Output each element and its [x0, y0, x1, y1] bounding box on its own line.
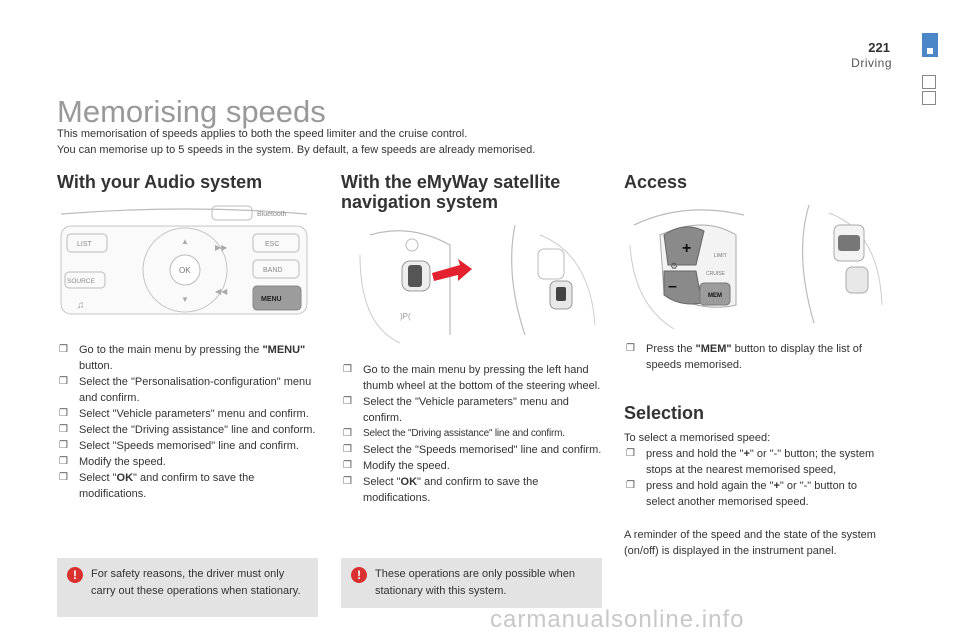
page-title: Memorising speeds [57, 94, 326, 129]
audio-panel-illustration [57, 200, 311, 318]
square-bullet-icon: ❒ [626, 480, 635, 491]
svg-text:LIMIT: LIMIT [714, 253, 727, 259]
pointer-arrow-icon [432, 259, 472, 281]
watermark: carmanualsonline.info [490, 606, 745, 633]
list-item: ❒ Go to the main menu by pressing the "MENU" button. [59, 344, 306, 372]
square-bullet-icon: ❒ [343, 396, 352, 407]
square-bullet-icon: ❒ [59, 424, 68, 435]
square-bullet-icon: ❒ [59, 376, 68, 387]
square-bullet-icon: ❒ [59, 472, 68, 483]
square-bullet-icon: ❒ [626, 343, 635, 354]
square-bullet-icon: ❒ [626, 448, 635, 459]
svg-text:MEM: MEM [708, 293, 722, 299]
svg-text:LIST: LIST [77, 241, 92, 248]
cruise-control-buttons-illustration [624, 195, 886, 335]
svg-text:⚙: ⚙ [670, 261, 679, 271]
list-item: ❒ Select the "Personalisation-configuration" menu and confirm. [59, 376, 312, 404]
square-bullet-icon: ❒ [59, 440, 68, 451]
list-item: ❒ Select "Vehicle parameters" menu and confirm. [59, 408, 309, 420]
chapter-tab [922, 75, 936, 89]
svg-text:▲: ▲ [181, 237, 189, 246]
list-item: ❒ Select the "Driving assistance" line and confirm. [341, 426, 603, 442]
list-item: ❒ press and hold again the "+" or "-" button to select another memorised speed. [626, 480, 858, 508]
square-bullet-icon: ❒ [59, 344, 68, 355]
intro-text: This memorisation of speeds applies to both the speed limiter and the cruise control. You can memorise up to 5 speeds in the system. By default, a few speeds are already memorised. [57, 128, 536, 156]
access-heading: Access [624, 172, 688, 192]
list-item: ❒ Modify the speed. [59, 456, 166, 468]
steering-wheel-thumbwheel-illustration [340, 215, 602, 345]
list-item: ❒ Modify the speed. [343, 460, 450, 472]
emyway-heading: With the eMyWay satellite navigation system [341, 172, 561, 212]
list-item: ❒ press and hold the "+" or "-" button; the system stops at the nearest memorised speed, [626, 448, 875, 476]
square-bullet-icon: ❒ [59, 408, 68, 419]
selection-heading: Selection [624, 403, 705, 423]
page-number: 221 [868, 40, 890, 55]
selection-footer: A reminder of the speed and the state of the system (on/off) is displayed in the instrument panel. [624, 529, 876, 557]
svg-text:◀◀: ◀◀ [215, 287, 228, 296]
svg-text:MENU: MENU [261, 296, 282, 303]
square-bullet-icon: ❒ [343, 444, 352, 455]
square-bullet-icon: ❒ [343, 428, 352, 439]
emyway-warning-box: ! These operations are only possible when stationary with this system. [341, 558, 602, 608]
list-item: ❒ Select "OK" and confirm to save the modifications. [343, 476, 539, 504]
section-name: Driving [851, 56, 892, 70]
square-bullet-icon: ❒ [343, 476, 352, 487]
chapter-tab [922, 91, 936, 105]
selection-steps [624, 446, 886, 510]
svg-text:▼: ▼ [181, 295, 189, 304]
svg-text:CRUISE: CRUISE [706, 271, 725, 277]
list-item: ❒ Select "Speeds memorised" line and confirm. [59, 440, 299, 452]
audio-heading: With your Audio system [57, 172, 263, 192]
svg-text:♫: ♫ [77, 300, 85, 311]
audio-warning-box: ! For safety reasons, the driver must only carry out these operations when stationary. [57, 558, 318, 617]
chapter-tab-active [922, 33, 938, 57]
svg-text:Bluetooth: Bluetooth [257, 211, 287, 218]
selection-lead: To select a memorised speed: [624, 432, 771, 444]
list-item: ❒ Select the "Speeds memorised" line and confirm. [343, 444, 602, 456]
svg-text:SOURCE: SOURCE [67, 278, 95, 285]
svg-text:OK: OK [179, 266, 191, 275]
emyway-steps [341, 362, 603, 506]
warning-icon: ! [351, 567, 367, 583]
list-item: ❒ Press the "MEM" button to display the list of speeds memorised. [626, 343, 862, 371]
access-steps [624, 341, 886, 373]
svg-text:–: – [668, 278, 677, 295]
svg-text:ESC: ESC [265, 241, 280, 248]
svg-text:)P(: )P( [400, 312, 411, 321]
list-item: ❒ Select "OK" and confirm to save the modifications. [59, 472, 255, 500]
list-item: ❒ Select the "Driving assistance" line and conform. [59, 424, 316, 436]
svg-text:BAND: BAND [263, 267, 283, 274]
audio-steps [57, 342, 319, 502]
square-bullet-icon: ❒ [343, 364, 352, 375]
square-bullet-icon: ❒ [59, 456, 68, 467]
warning-icon: ! [67, 567, 83, 583]
list-item: ❒ Select the "Vehicle parameters" menu and confirm. [343, 396, 569, 424]
square-bullet-icon: ❒ [343, 460, 352, 471]
svg-text:+: + [682, 240, 692, 257]
svg-text:▶▶: ▶▶ [215, 243, 228, 252]
list-item: ❒ Go to the main menu by pressing the left hand thumb wheel at the bottom of the steering wheel. [343, 364, 601, 392]
